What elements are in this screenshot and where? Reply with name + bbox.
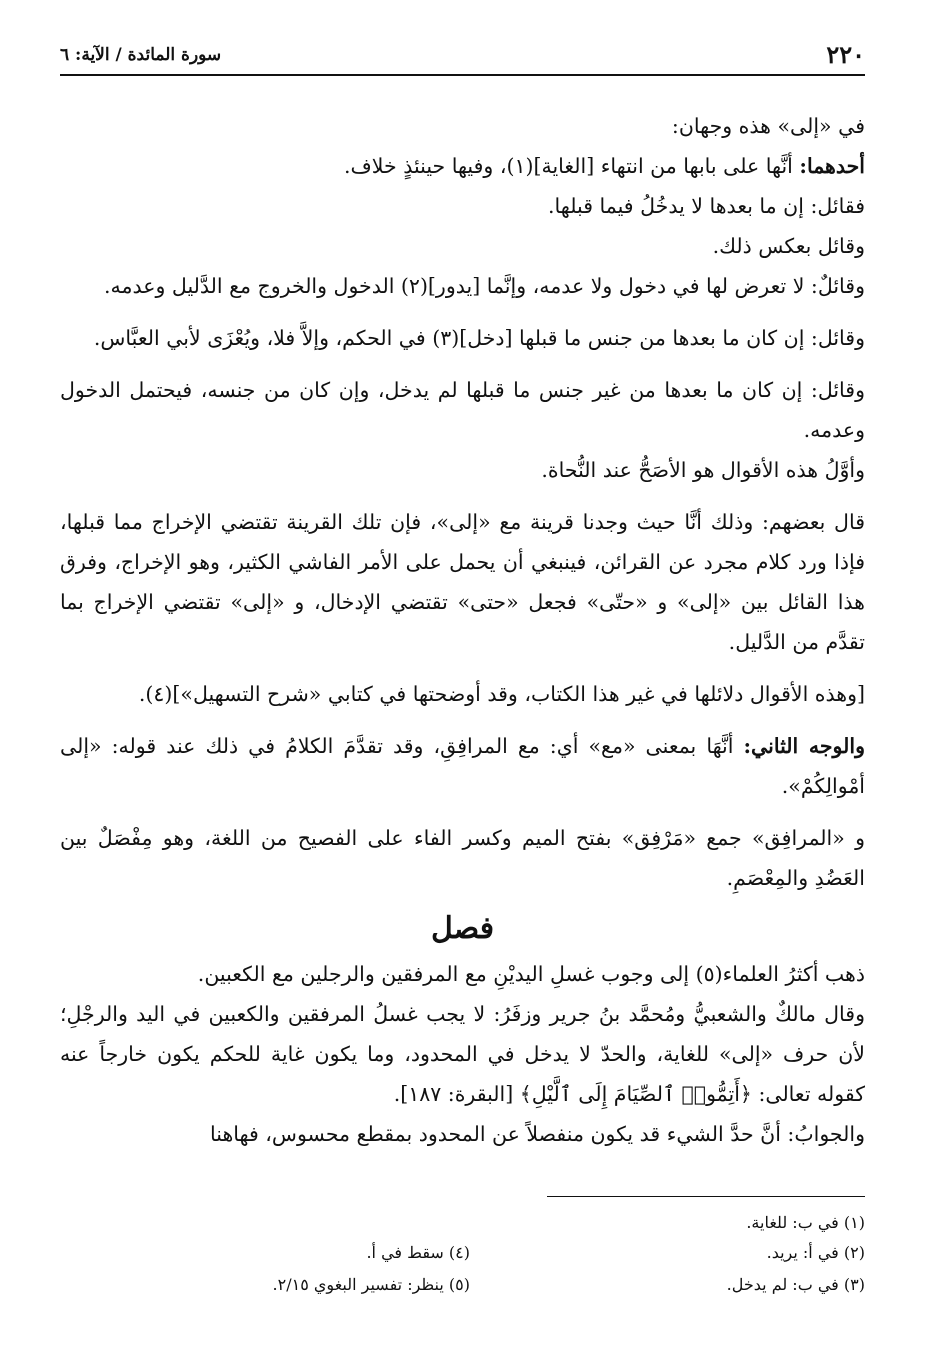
paragraph: فقائل: إن ما بعدها لا يدخُلُ فيما قبلها. <box>548 194 865 218</box>
paragraph: و «المرافِق» جمع «مَرْفِق» بفتح الميم وكسر الفاء على الفصيح من اللغة، وهو مِفْصَلٌ بين العَضُدِ والمِعْصَمِ. <box>60 826 865 890</box>
footnote: (١) في ب: للغاية. <box>746 1213 865 1232</box>
paragraph: وأوَّلُ هذه الأقوال هو الأصَحُّ عند النُّحاة. <box>541 458 865 482</box>
paragraph: في «إلى» هذه وجهان: <box>671 114 865 138</box>
paragraph-lead: أحدهما: <box>799 154 865 178</box>
paragraph: [وهذه الأقوال دلائلها في غير هذا الكتاب، وقد أوضحتها في كتابي «شرح التسهيل»](٤). <box>138 682 865 706</box>
running-header <box>60 40 865 72</box>
paragraph: وقائل بعكس ذلك. <box>712 234 865 258</box>
paragraph: والجوابُ: أنَّ حدَّ الشيء قد يكون منفصلاً عن المحدود بمقطع محسوس، فهاهنا <box>210 1122 865 1146</box>
footnote: (٥) ينظر: تفسير البغوي ٢/١٥. <box>272 1275 470 1294</box>
footnote: (٢) في أ: يريد. <box>766 1243 865 1262</box>
footnotes <box>60 1208 865 1318</box>
footnote-rule <box>547 1196 865 1197</box>
paragraph: ذهب أكثرُ العلماء(٥) إلى وجوب غسلِ اليديْنِ مع المرفقين والرجلين مع الكعبين. <box>197 962 865 986</box>
paragraph-lead: والوجه الثاني: <box>743 734 865 758</box>
paragraph: قال بعضهم: وذلك أنَّا حيث وجدنا قرينة مع «إلى»، فإن تلك القرينة تقتضي الإخراج مما قبلها، فإذا ورد كلام مجرد عن القرائن، فينبغي أن يحمل على الأمر الفاشي الكثير، وهو الإخراج، وفرق هذا القائل بين «إلى» و «حتّى» فجعل «حتى» تقتضي الإدخال، و «إلى» تقتضي الإخراج بما تقدَّم من الدَّليل. <box>60 510 865 654</box>
paragraph: أحدهما: أنَّها على بابها من انتهاء [الغاية](١)، وفيها حينئذٍ خلاف. <box>344 154 865 178</box>
footnote: (٣) في ب: لم يدخل. <box>726 1275 865 1294</box>
footnote: (٤) سقط في أ. <box>366 1243 470 1262</box>
paragraph: والوجه الثاني: أنَّهَا بمعنى «مع» أي: مع المرافِقِ، وقد تقدَّمَ الكلامُ في ذلك عند قوله: «إلى أمْوالِكُمْ». <box>60 734 865 798</box>
main-text <box>60 106 865 1154</box>
paragraph: وقائل: إن كان ما بعدها من جنس ما قبلها [دخل](٣) في الحكم، وإلاَّ فلا، ويُعْزَى لأبي العبَّاس. <box>93 326 865 350</box>
paragraph: وقال مالكٌ والشعبيُّ ومُحمَّد بنُ جرير وزفَرُ: لا يجب غسلُ المرفقين والكعبين في اليد والرجْلِ؛ لأن حرف «إلى» للغاية، والحدّ لا يدخل في المحدود، وما يكون غاية للحكم يكون خارجاً عنه كقوله تعالى: ﴿أَتِمُّوا۟ ٱلصِّيَامَ إِلَى ٱلَّيْلِ﴾ [البقرة: ١٨٧]. <box>60 1002 865 1106</box>
surah-reference: سورة المائدة / الآية: ٦ <box>60 45 222 65</box>
section-title: فصل <box>430 911 495 946</box>
paragraph: وقائلٌ: لا تعرض لها في دخول ولا عدمه، وإنَّما [يدور](٢) الدخول والخروج مع الدَّليل وعدمه. <box>104 274 865 298</box>
page-number: ٢٢٠ <box>826 40 865 69</box>
header-rule <box>60 74 865 76</box>
paragraph: وقائل: إن كان ما بعدها من غير جنس ما قبلها لم يدخل، وإن كان من جنسه، فيحتمل الدخول وعدمه. <box>60 378 865 442</box>
